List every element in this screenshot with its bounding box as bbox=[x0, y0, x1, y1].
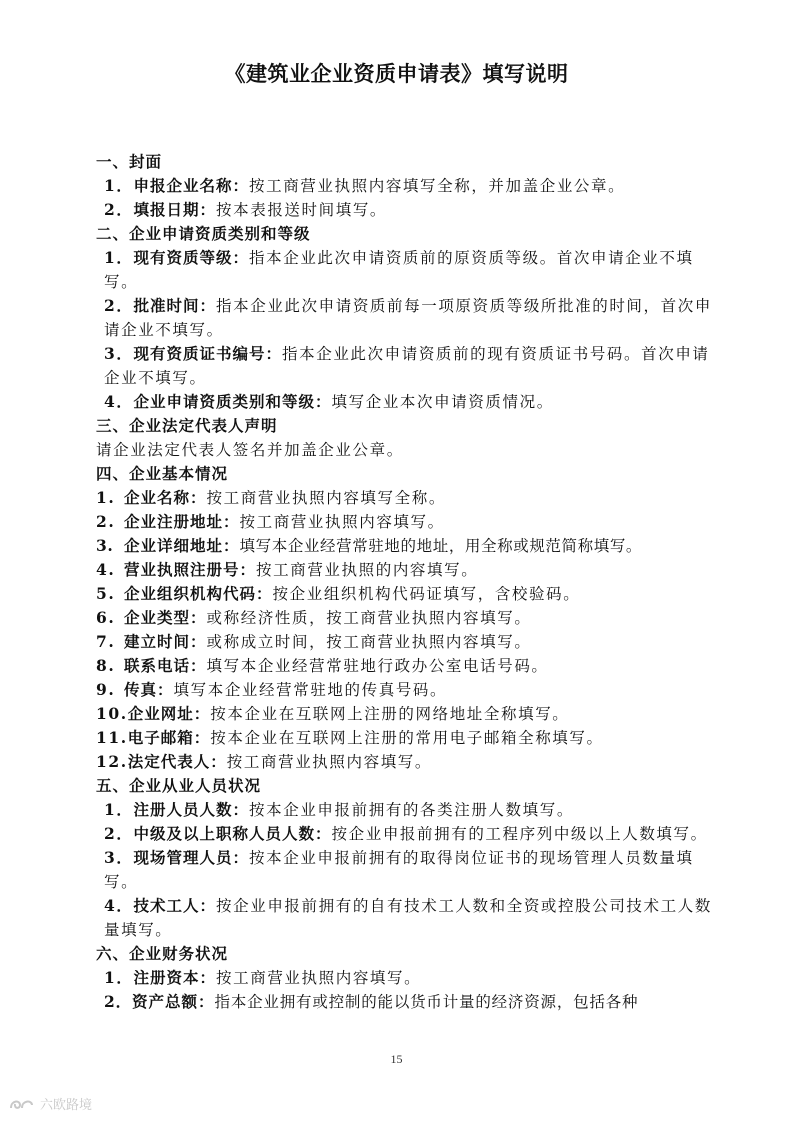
item-number: 1． bbox=[104, 968, 134, 987]
item-number: 1． bbox=[104, 248, 134, 267]
item-number: 1． bbox=[104, 800, 134, 819]
list-item bbox=[96, 990, 718, 1014]
item-number: 3． bbox=[104, 848, 134, 867]
item-text: 填写本企业经营常驻地行政办公室电话号码。 bbox=[206, 657, 549, 675]
item-label: 企业类型： bbox=[124, 609, 207, 627]
item-label: 电子邮箱： bbox=[127, 729, 211, 747]
item-text: 按本企业在互联网上注册的常用电子邮箱全称填写。 bbox=[210, 729, 604, 747]
watermark-text: 六欧路境 bbox=[40, 1098, 93, 1113]
item-label: 中级及以上职称人员人数： bbox=[133, 825, 332, 843]
section-heading-finance: 六、企业财务状况 bbox=[96, 945, 229, 963]
item-number: 4． bbox=[104, 392, 134, 411]
item-text: 填写本企业经营常驻地的传真号码。 bbox=[173, 681, 448, 699]
item-text: 按工商营业执照内容填写。 bbox=[226, 753, 432, 771]
item-number: 1. bbox=[96, 488, 116, 507]
item-label: 现有资质等级： bbox=[133, 249, 250, 267]
item-label: 现有资质证书编号： bbox=[133, 345, 283, 363]
item-number: 2． bbox=[104, 200, 134, 219]
list-item bbox=[96, 246, 718, 294]
list-item bbox=[96, 966, 718, 990]
item-label: 注册资本： bbox=[133, 969, 217, 987]
list-item bbox=[96, 678, 718, 702]
list-item bbox=[96, 630, 718, 654]
section-heading-cover: 一、封面 bbox=[96, 153, 163, 171]
item-text: 按工商营业执照内容填写全称。 bbox=[206, 489, 446, 507]
item-text: 或称成立时间，按工商营业执照内容填写。 bbox=[206, 633, 532, 651]
item-number: 7. bbox=[96, 632, 116, 651]
document-title: 《建筑业企业资质申请表》填写说明 bbox=[224, 62, 569, 86]
item-text: 填写本企业经营常驻地的地址，用全称或规范简称填写。 bbox=[239, 537, 643, 555]
document-body bbox=[96, 150, 718, 1014]
item-number: 3. bbox=[96, 536, 114, 555]
list-item bbox=[96, 798, 718, 822]
list-item bbox=[96, 582, 718, 606]
list-item bbox=[96, 750, 718, 774]
list-item bbox=[96, 510, 718, 534]
item-label: 企业名称： bbox=[124, 489, 207, 507]
page-number: 15 bbox=[390, 1052, 403, 1066]
item-number: 2． bbox=[104, 824, 134, 843]
watermark-logo-icon bbox=[8, 1096, 36, 1112]
item-number: 6. bbox=[96, 608, 116, 627]
item-text: 按企业组织机构代码证填写，含校验码。 bbox=[272, 585, 581, 603]
section-text: 请企业法定代表人签名并加盖企业公章。 bbox=[96, 441, 404, 459]
list-item bbox=[96, 702, 718, 726]
list-item bbox=[96, 654, 718, 678]
item-label: 传真： bbox=[124, 681, 174, 699]
item-text: 指本企业拥有或控制的能以货币计量的经济资源，包括各种 bbox=[214, 993, 639, 1011]
item-label: 法定代表人： bbox=[127, 753, 227, 771]
item-text: 按本表报送时间填写。 bbox=[216, 201, 388, 219]
section-heading-personnel: 五、企业从业人员状况 bbox=[96, 777, 262, 795]
list-item bbox=[96, 534, 718, 558]
item-number: 2． bbox=[104, 296, 134, 315]
item-number: 2． bbox=[104, 992, 132, 1011]
item-label: 企业组织机构代码： bbox=[124, 585, 273, 603]
item-text: 按本企业申报前拥有的各类注册人数填写。 bbox=[249, 801, 574, 819]
item-label: 资产总额： bbox=[132, 993, 215, 1011]
list-item bbox=[96, 606, 718, 630]
section-heading-legal-rep: 三、企业法定代表人声明 bbox=[96, 417, 278, 435]
item-label: 联系电话： bbox=[124, 657, 207, 675]
item-label: 企业详细地址： bbox=[124, 537, 240, 555]
list-item bbox=[96, 390, 718, 414]
item-number: 10. bbox=[96, 704, 128, 723]
item-label: 建立时间： bbox=[124, 633, 207, 651]
watermark bbox=[8, 1094, 92, 1113]
item-label: 技术工人： bbox=[133, 897, 217, 915]
item-number: 12. bbox=[96, 752, 128, 771]
list-item bbox=[96, 198, 718, 222]
item-number: 2. bbox=[96, 512, 116, 531]
list-item bbox=[96, 726, 718, 750]
item-text: 按工商营业执照内容填写全称，并加盖企业公章。 bbox=[249, 177, 626, 195]
list-item bbox=[96, 822, 718, 846]
item-text: 填写企业本次申请资质情况。 bbox=[331, 393, 554, 411]
item-label: 注册人员人数： bbox=[133, 801, 250, 819]
item-label: 现场管理人员： bbox=[133, 849, 250, 867]
section-heading-basic-info: 四、企业基本情况 bbox=[96, 465, 229, 483]
item-text: 按本企业在互联网上注册的网络地址全称填写。 bbox=[210, 705, 570, 723]
item-number: 9. bbox=[96, 680, 116, 699]
item-text: 按工商营业执照内容填写。 bbox=[216, 969, 422, 987]
item-label: 营业执照注册号： bbox=[124, 561, 257, 579]
item-text: 或称经济性质，按工商营业执照内容填写。 bbox=[206, 609, 532, 627]
item-text: 指本企业此次申请资质前的原资质等级。首次申请企业不填写。 bbox=[104, 249, 694, 291]
item-number: 4． bbox=[104, 896, 134, 915]
item-number: 4. bbox=[96, 560, 116, 579]
item-number: 11. bbox=[96, 728, 128, 747]
item-label: 批准时间： bbox=[133, 297, 217, 315]
item-number: 8. bbox=[96, 656, 116, 675]
list-item bbox=[96, 558, 718, 582]
item-text: 按本企业申报前拥有的取得岗位证书的现场管理人员数量填写。 bbox=[104, 849, 694, 891]
item-text: 按工商营业执照内容填写。 bbox=[239, 513, 445, 531]
item-number: 5. bbox=[96, 584, 116, 603]
item-label: 企业网址： bbox=[127, 705, 211, 723]
item-label: 企业申请资质类别和等级： bbox=[133, 393, 332, 411]
list-item bbox=[96, 174, 718, 198]
item-text: 指本企业此次申请资质前的现有资质证书号码。首次申请企业不填写。 bbox=[104, 345, 710, 387]
item-label: 申报企业名称： bbox=[133, 177, 250, 195]
item-text: 按企业申报前拥有的自有技术工人数和全资或控股公司技术工人数量填写。 bbox=[104, 897, 712, 939]
item-label: 填报日期： bbox=[133, 201, 217, 219]
item-text: 指本企业此次申请资质前每一项原资质等级所批准的时间，首次申请企业不填写。 bbox=[104, 297, 712, 339]
section-heading-qualification: 二、企业申请资质类别和等级 bbox=[96, 225, 311, 243]
item-number: 3． bbox=[104, 344, 134, 363]
list-item bbox=[96, 846, 718, 894]
item-text: 按企业申报前拥有的工程序列中级以上人数填写。 bbox=[331, 825, 708, 843]
item-text: 按工商营业执照的内容填写。 bbox=[256, 561, 479, 579]
list-item bbox=[96, 894, 718, 942]
item-label: 企业注册地址： bbox=[124, 513, 240, 531]
list-item bbox=[96, 342, 718, 390]
list-item bbox=[96, 294, 718, 342]
item-number: 1． bbox=[104, 176, 134, 195]
list-item bbox=[96, 486, 718, 510]
